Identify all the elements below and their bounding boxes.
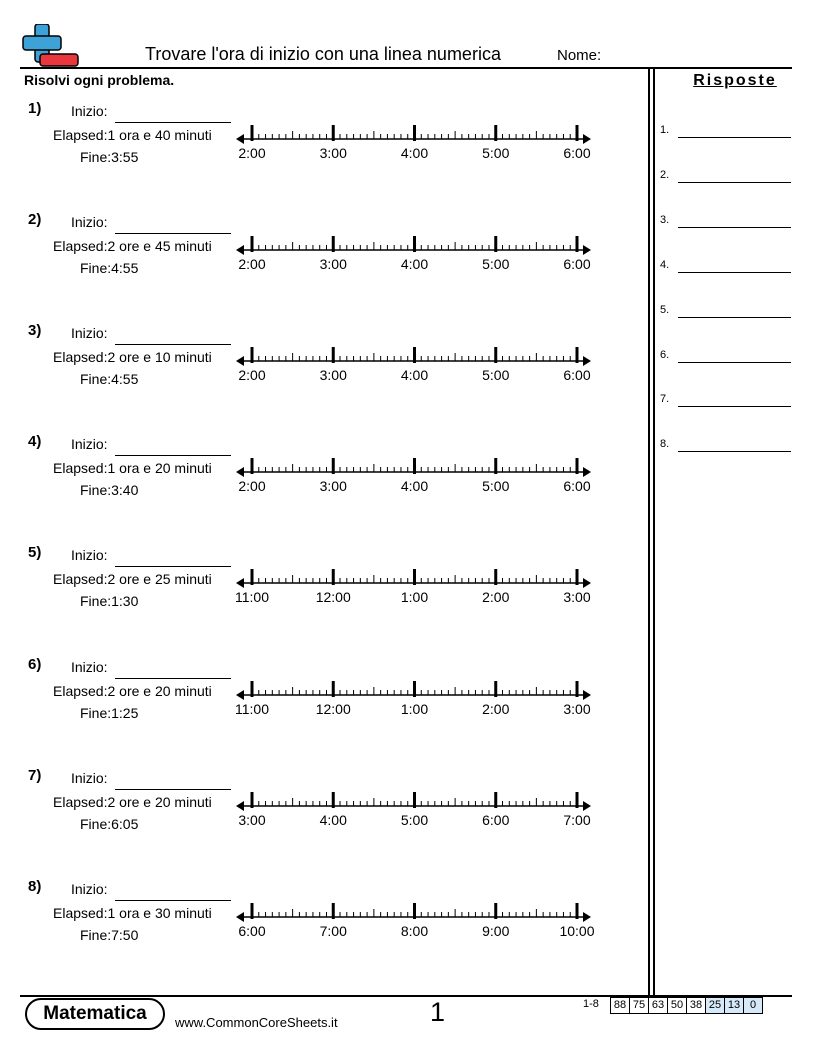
problem-number: 5) [28, 544, 42, 562]
elapsed-prefix: Elapsed: [53, 238, 108, 255]
start-answer-line[interactable] [115, 789, 231, 790]
elapsed-value: 2 ore e 25 minuti [107, 571, 212, 588]
start-answer-line[interactable] [115, 566, 231, 567]
column-divider [653, 67, 655, 995]
end-prefix: Fine: [80, 704, 112, 721]
tick-label: 1:00 [400, 700, 429, 717]
tick-label: 4:00 [400, 367, 429, 384]
start-label: Inizio: [71, 103, 108, 119]
left-arrow-icon [236, 245, 244, 255]
end-value: 4:55 [111, 371, 139, 388]
elapsed-prefix: Elapsed: [53, 127, 108, 143]
elapsed-value: 1 ora e 30 minuti [107, 904, 212, 921]
answer-number: 8. [660, 438, 670, 451]
tick-label: 2:00 [482, 589, 510, 606]
start-label: Inizio: [71, 325, 108, 342]
answer-number: 3. [660, 213, 670, 226]
right-arrow-icon [583, 801, 591, 811]
end-prefix: Fine: [80, 149, 112, 165]
answer-line[interactable] [678, 182, 791, 183]
right-arrow-icon [583, 356, 591, 366]
end-text [80, 816, 138, 832]
tick-label: 3:00 [319, 145, 347, 161]
tick-label: 10:00 [559, 922, 595, 939]
score-cell: 75 [629, 998, 648, 1013]
end-text [80, 705, 138, 721]
left-arrow-icon [236, 578, 244, 588]
end-text [80, 593, 138, 609]
start-answer-line[interactable] [115, 455, 231, 456]
tick-label: 2:00 [238, 256, 266, 273]
start-answer-line[interactable] [115, 233, 231, 234]
answer-number: 5. [660, 303, 670, 316]
tick-label: 6:00 [563, 367, 591, 384]
answer-line[interactable] [678, 317, 791, 318]
left-arrow-icon [236, 134, 244, 144]
number-line [235, 676, 595, 708]
elapsed-value: 1 ora e 20 minuti [107, 460, 212, 477]
tick-label: 3:00 [563, 589, 591, 606]
problem-number: 7) [28, 766, 42, 784]
elapsed-prefix: Elapsed: [53, 460, 108, 477]
number-line [235, 120, 595, 152]
score-cell: 63 [648, 998, 667, 1013]
tick-label: 5:00 [482, 256, 510, 273]
elapsed-prefix: Elapsed: [53, 904, 108, 921]
elapsed-value: 1 ora e 40 minuti [107, 127, 212, 143]
header-divider [20, 67, 792, 69]
number-line [235, 787, 595, 819]
end-prefix: Fine: [80, 926, 112, 943]
score-cell: 13 [724, 998, 743, 1013]
start-answer-line[interactable] [115, 678, 231, 679]
start-label: Inizio: [71, 658, 108, 675]
end-text [80, 927, 138, 943]
answer-number: 7. [660, 393, 670, 406]
score-cell: 38 [686, 998, 705, 1013]
elapsed-text [53, 794, 212, 810]
end-prefix: Fine: [80, 260, 112, 277]
answer-line[interactable] [678, 137, 791, 138]
tick-label: 4:00 [319, 811, 347, 828]
answer-line[interactable] [678, 406, 791, 407]
right-arrow-icon [583, 578, 591, 588]
tick-label: 3:00 [319, 478, 347, 495]
answer-number: 1. [660, 124, 670, 136]
answer-line[interactable] [678, 272, 791, 273]
end-value: 4:55 [111, 260, 139, 277]
left-arrow-icon [236, 912, 244, 922]
tick-label: 4:00 [400, 256, 429, 273]
elapsed-prefix: Elapsed: [53, 682, 108, 699]
tick-label: 4:00 [400, 478, 429, 495]
right-arrow-icon [583, 467, 591, 477]
start-answer-line[interactable] [115, 344, 231, 345]
left-arrow-icon [236, 467, 244, 477]
tick-label: 6:00 [563, 256, 591, 273]
elapsed-value: 2 ore e 20 minuti [107, 682, 212, 699]
score-cell: 88 [613, 999, 627, 1011]
tick-label: 4:00 [400, 145, 429, 161]
tick-label: 5:00 [482, 367, 510, 384]
score-table [610, 997, 763, 1014]
tick-label: 5:00 [482, 145, 510, 161]
end-prefix: Fine: [80, 815, 112, 832]
end-text [80, 482, 138, 498]
elapsed-value: 2 ore e 20 minuti [107, 793, 212, 810]
problem-number: 1) [28, 100, 42, 117]
number-line [235, 342, 595, 374]
tick-label: 1:00 [400, 589, 429, 606]
start-label: Inizio: [71, 436, 108, 453]
tick-label: 11:00 [235, 700, 269, 717]
instructions: Risolvi ogni problema. [24, 72, 175, 88]
plus-minus-logo-icon [22, 24, 80, 68]
end-value: 1:25 [111, 704, 139, 721]
start-answer-line[interactable] [115, 122, 231, 123]
tick-label: 7:00 [319, 922, 347, 939]
right-arrow-icon [583, 690, 591, 700]
problem-number: 2) [28, 211, 42, 229]
end-prefix: Fine: [80, 593, 112, 610]
tick-label: 6:00 [482, 811, 510, 828]
problem-number: 3) [28, 322, 42, 340]
end-value: 7:50 [111, 926, 139, 943]
end-prefix: Fine: [80, 482, 112, 499]
tick-label: 2:00 [238, 478, 266, 495]
tick-label: 3:00 [238, 811, 266, 828]
number-line [235, 564, 595, 596]
end-value: 3:40 [111, 482, 139, 499]
page-number: 1 [430, 997, 446, 1027]
tick-label: 9:00 [482, 922, 510, 939]
elapsed-text [53, 905, 212, 921]
answer-line[interactable] [678, 451, 791, 452]
tick-label: 2:00 [238, 367, 266, 384]
elapsed-text [53, 127, 212, 143]
answer-number: 2. [660, 168, 670, 181]
tick-label: 7:00 [563, 811, 591, 828]
number-line [235, 231, 595, 263]
left-arrow-icon [236, 690, 244, 700]
answers-title: Risposte [693, 72, 777, 89]
elapsed-prefix: Elapsed: [53, 793, 108, 810]
elapsed-prefix: Elapsed: [53, 571, 108, 588]
end-prefix: Fine: [80, 371, 112, 388]
tick-label: 8:00 [400, 922, 429, 939]
tick-label: 2:00 [482, 700, 510, 717]
tick-label: 6:00 [563, 145, 591, 161]
elapsed-value: 2 ore e 45 minuti [107, 238, 212, 255]
answer-number: 4. [660, 258, 670, 271]
elapsed-text [53, 460, 212, 476]
end-value: 3:55 [111, 149, 139, 165]
end-text [80, 149, 138, 165]
answer-number: 6. [660, 348, 670, 361]
tick-label: 5:00 [482, 478, 510, 495]
elapsed-text [53, 683, 212, 699]
answer-line[interactable] [678, 227, 791, 228]
start-answer-line[interactable] [115, 900, 231, 901]
right-arrow-icon [583, 912, 591, 922]
brand-badge: Matematica [25, 998, 165, 1030]
tick-label: 5:00 [400, 811, 429, 828]
tick-label: 3:00 [319, 256, 347, 273]
score-cell: 25 [705, 998, 724, 1013]
problem-number: 8) [28, 877, 42, 895]
name-label: Nome: [557, 47, 602, 64]
tick-label: 12:00 [315, 589, 351, 606]
end-value: 1:30 [111, 593, 139, 610]
right-arrow-icon [583, 245, 591, 255]
elapsed-value: 2 ore e 10 minuti [107, 349, 212, 366]
answer-line[interactable] [678, 362, 791, 363]
website-text: www.CommonCoreSheets.it [175, 1015, 338, 1030]
right-arrow-icon [583, 134, 591, 144]
elapsed-text [53, 238, 212, 254]
problem-number: 4) [28, 433, 42, 451]
tick-label: 3:00 [563, 700, 591, 717]
tick-label: 3:00 [319, 367, 347, 384]
score-range-label: 1-8 [583, 998, 599, 1010]
elapsed-prefix: Elapsed: [53, 349, 108, 366]
tick-label: 12:00 [315, 700, 351, 717]
number-line [235, 453, 595, 485]
left-arrow-icon [236, 356, 244, 366]
tick-label: 6:00 [563, 478, 591, 495]
start-label: Inizio: [71, 547, 108, 564]
number-line [235, 898, 595, 930]
elapsed-text [53, 349, 212, 365]
page-title: Trovare l'ora di inizio con una linea numerica [145, 44, 501, 64]
score-cell: 50 [667, 998, 686, 1013]
problem-number: 6) [28, 655, 42, 673]
elapsed-text [53, 571, 212, 587]
end-text [80, 260, 138, 276]
start-label: Inizio: [71, 214, 108, 231]
tick-label: 2:00 [238, 145, 266, 161]
tick-label: 11:00 [235, 589, 269, 606]
left-arrow-icon [236, 801, 244, 811]
tick-label: 6:00 [238, 922, 266, 939]
column-divider [648, 67, 650, 995]
start-label: Inizio: [71, 880, 108, 897]
start-label: Inizio: [71, 769, 108, 786]
end-value: 6:05 [111, 815, 139, 832]
score-cell: 0 [743, 998, 762, 1013]
end-text [80, 371, 138, 387]
